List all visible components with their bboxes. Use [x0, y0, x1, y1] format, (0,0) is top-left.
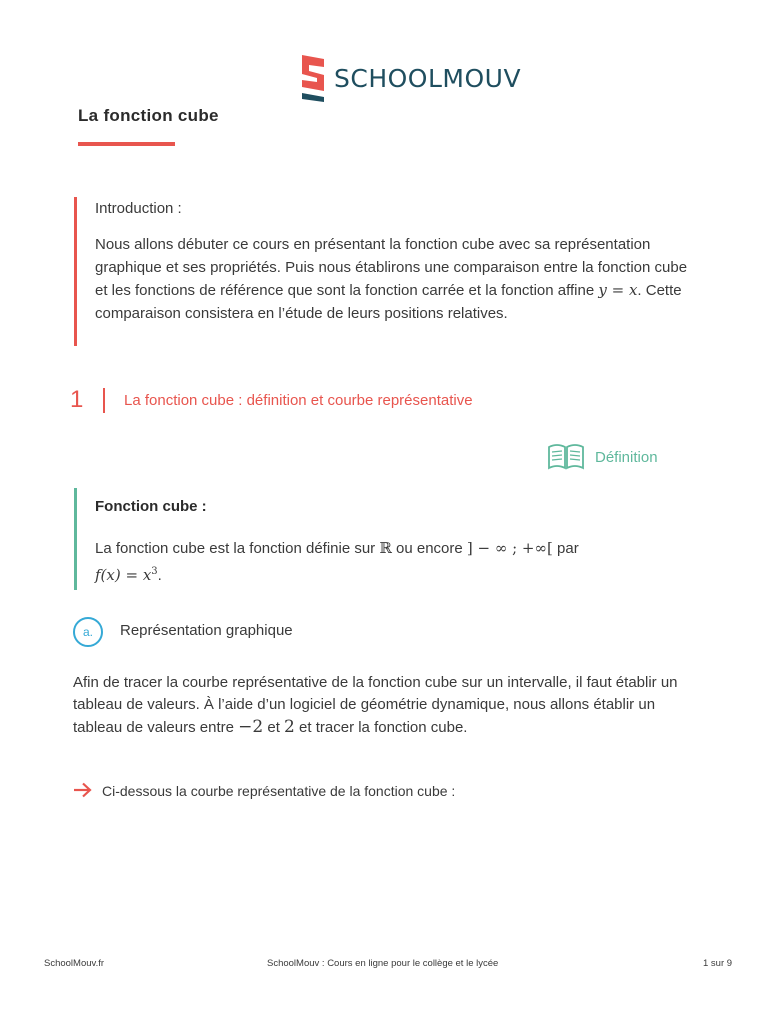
math-value: 2: [284, 717, 295, 738]
definition-heading: Fonction cube :: [95, 498, 207, 515]
open-book-icon: [546, 443, 586, 476]
title-underline: [78, 142, 175, 146]
definition-badge-label: Définition: [595, 449, 658, 466]
subsection-letter: a.: [82, 625, 93, 639]
intro-accent-bar: [74, 197, 77, 346]
page-title: La fonction cube: [78, 106, 219, 125]
definition-text: La fonction cube est la fonction définie sur ℝ ou encore ] − ∞ ; +∞[ par $f(x) = x^3$.: [95, 539, 579, 584]
footer-site: SchoolMouv.fr: [44, 958, 105, 969]
subsection-marker: [73, 617, 103, 647]
schoolmouv-logo: [298, 52, 521, 104]
intro-heading: Introduction :: [95, 200, 182, 217]
logo-wordmark: SCHOOLMOUV: [334, 63, 522, 93]
formula: f(x) = x: [95, 566, 152, 584]
arrow-note-text: Ci-dessous la courbe représentative de la fonction cube :: [102, 783, 456, 799]
footer-page-number: 1 sur 9: [703, 958, 733, 969]
arrow-right-icon: [73, 782, 93, 803]
math-value: −2: [238, 717, 264, 738]
body-paragraph: Afin de tracer la courbe représentative de la fonction cube sur un intervalle, il faut établir un tableau de valeurs. À l’aide d’un logiciel de géométrie dynamique, nous allons établir un tableau de valeurs entre −2 et 2 et tracer la fonction cube.: [73, 674, 678, 738]
footer-tagline: SchoolMouv : Cours en ligne pour le collège et le lycée: [267, 958, 499, 969]
math-inline: y = x: [598, 281, 638, 299]
section-divider: [103, 388, 105, 413]
schoolmouv-s-icon: [298, 53, 328, 103]
intro-text: Nous allons débuter ce cours en présentant la fonction cube avec sa représentation graphique et ses propriétés. Puis nous établirons une comparaison entre la fonction cube et les fonctions de référence que sont la fonction carrée et la fonction affine y = x. Cette comparaison consistera en l’étude de leurs positions relatives.: [95, 236, 688, 322]
definition-accent-bar: [74, 488, 77, 590]
section-title: La fonction cube : définition et courbe représentative: [124, 392, 473, 409]
real-set-symbol: ℝ: [379, 539, 392, 557]
section-number: 1: [70, 386, 84, 413]
interval: ] − ∞ ; +∞[: [466, 539, 553, 557]
subsection-title: Représentation graphique: [120, 622, 293, 639]
formula-exponent: 3: [151, 566, 158, 577]
